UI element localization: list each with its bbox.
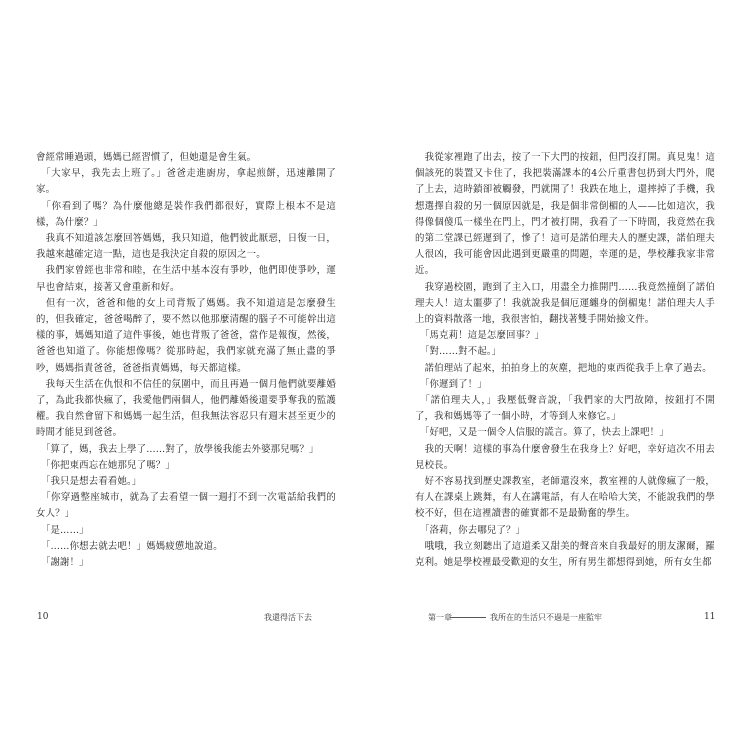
paragraph: 諾伯理站了起來，拍拍身上的灰塵，把地的東西從我手上拿了過去。 xyxy=(415,362,712,374)
footer-rule xyxy=(450,617,486,618)
paragraph: 我穿過校園，跑到了主入口，用盡全力推開門……我竟然撞倒了諾伯理夫人！這太噩夢了！我就說我是個厄運纏身的倒楣鬼！諾伯理夫人手上的資料散落一地，我很害怕，翻找著雙手開始撿文件。 xyxy=(415,281,715,326)
paragraph: 「謝謝！」 xyxy=(36,557,89,569)
right-running-title: 我所在的生活只不過是一座監牢 xyxy=(490,613,602,622)
paragraph: 我每天生活在仇恨和不信任的氛圍中，而且再過一個月他們就要離婚了，為此我都快瘋了，我愛他們兩個人，他們離婚後還要爭奪我的監護權。我自然會留下和媽媽一起生活，但我無法容忍只有週末甚至更少的時間才能見到爸爸。 xyxy=(36,378,336,439)
paragraph: 哦哦，我立刻聽出了這道柔又甜美的聲音來自我最好的朋友潔爾，羅克利。她是學校裡最受歡迎的女生，所有男生都想得到她，所有女生都 xyxy=(415,540,715,569)
paragraph: 但有一次，爸爸和他的女上司背叛了媽媽。我不知道這是怎麼發生的，但我確定，爸爸喝醉了，要不然以他那麼清醒的腦子不可能幹出這樣的事，媽媽知道了這件事後，她也背叛了爸爸，當作是報復，然後，爸爸也知道了。你能想像嗎？從那時起，我們家就充滿了無止盡的爭吵，媽媽指責爸爸，爸爸指責媽媽，每天都這樣。 xyxy=(36,297,336,374)
paragraph: 「你把東西忘在她那兒了嗎？」 xyxy=(36,459,175,471)
left-page-body xyxy=(36,150,336,571)
paragraph: 「大家早，我先去上班了。」爸爸走進廚房，拿起煎餅，迅速離開了家。 xyxy=(36,168,336,196)
paragraph: 好不容易找到歷史課教室，老師還沒來，教室裡的人就像瘋了一般，有人在課桌上跳舞，有人在講電話，有人在哈哈大笑，不能說我們的學校不好，但在這裡讀書的確實都不是最勤奮的學生。 xyxy=(415,476,715,520)
paragraph: 我的天啊！這樣的事為什麼會發生在我身上？好吧，幸好這次不用去見校長。 xyxy=(415,443,715,471)
left-running-title: 我還得活下去 xyxy=(264,613,312,622)
paragraph: 「對……對不起。」 xyxy=(415,346,502,358)
paragraph: 會經常睡過頭，媽媽已經習慣了，但她還是會生氣。 xyxy=(36,152,257,163)
paragraph: 「馬克莉！這是怎麼回事？」 xyxy=(415,330,545,342)
paragraph: 我們家曾經也非常和睦，在生活中基本沒有爭吵，他們即使爭吵，運早也會結束，接著又會重新和好。 xyxy=(36,265,336,293)
right-page-body xyxy=(415,150,715,571)
paragraph: 「好吧，又是一個令人信服的謊言。算了，快去上課吧！」 xyxy=(415,427,669,439)
paragraph: 我真不知道該怎麼回答媽媽，我只知道，他們彼此厭惡，日復一日，我越來越確定這一點，這也是我決定自殺的原因之一。 xyxy=(36,233,336,261)
left-page-number: 10 xyxy=(37,612,49,622)
paragraph: 「洛莉，你去哪兒了？」 xyxy=(415,524,526,536)
right-page-number: 11 xyxy=(704,612,716,622)
right-chapter-label: 第一章 xyxy=(428,613,452,622)
paragraph: 「……你想去就去吧！」媽媽疲憊地說道。 xyxy=(36,540,223,552)
paragraph: 「諾伯理夫人，」我壓低聲音說，「我們家的大門故障，按鈕打不開了，我和媽媽等了一個小時，才等到人來修它。」 xyxy=(415,395,715,423)
paragraph: 「算了，媽，我去上學了……對了，放學後我能去外婆那兒嗎？」 xyxy=(36,443,319,455)
paragraph: 「我只是想去看看她。」 xyxy=(36,476,142,488)
paragraph: 「你穿過整座城市，就為了去看望一個一週打不到一次電話給我們的女人？」 xyxy=(36,492,336,520)
paragraph: 「是……」 xyxy=(36,524,89,536)
paragraph: 我從家裡跑了出去，按了一下大門的按鈕，但門沒打開。真見鬼！這個該死的裝置又卡住了，我把裝滿課本的4公斤重書包扔到大門外，爬了上去，這時鎖卻被觸發，門就開了！我跌在地上，還摔掉了手機，我想選擇自殺的另一個原因就是，我是個非常倒楣的人——比如這次，我得像個傻瓜一樣坐在門上，門才被打開，我看了一下時間，我竟然在我的第二堂課已經遲到了，慘了！這可是諾伯理夫人的歷史課，諾伯理夫人很凶，我可能會因此遇到更嚴重的問題，幸運的是，學校離我家非常近。 xyxy=(415,152,715,277)
paragraph: 「你看到了嗎？為什麼他總是裝作我們都很好，實際上根本不是這樣，為什麼？」 xyxy=(36,200,336,228)
paragraph: 「你遲到了！」 xyxy=(415,378,487,390)
